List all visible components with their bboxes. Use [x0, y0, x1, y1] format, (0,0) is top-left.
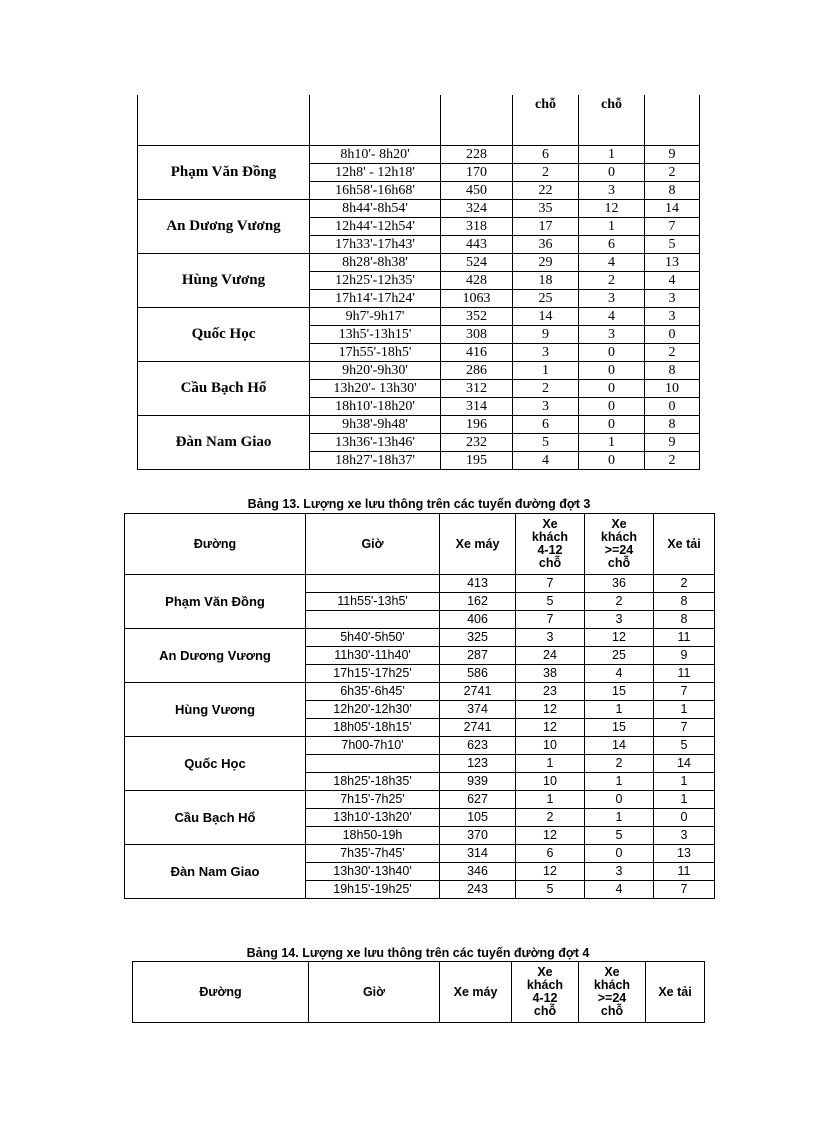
- table-cell: 18h50-19h: [306, 827, 440, 845]
- header-cell: Xe tải: [654, 514, 715, 575]
- table-cell: 17: [513, 218, 579, 236]
- header-cell: Đường: [125, 514, 306, 575]
- header-cell: Xe tải: [646, 962, 705, 1023]
- table-cell: 2: [513, 380, 579, 398]
- table-cell: 5: [516, 593, 585, 611]
- table-cell: 8: [645, 362, 700, 380]
- table-cell: 14: [654, 755, 715, 773]
- table-cell: 14: [645, 200, 700, 218]
- table-cell: 406: [440, 611, 516, 629]
- table-cell: 443: [441, 236, 513, 254]
- header-cell: Xe khách 4-12 chỗ: [512, 962, 579, 1023]
- table-cell: 314: [440, 845, 516, 863]
- table-cell: 1: [513, 362, 579, 380]
- table-cell: 374: [440, 701, 516, 719]
- table-cell: 10: [645, 380, 700, 398]
- road-name-cell: Phạm Văn Đồng: [138, 146, 310, 200]
- table-cell: 2: [513, 164, 579, 182]
- table-cell: 2: [585, 593, 654, 611]
- table-cell: 346: [440, 863, 516, 881]
- table-cell: 11h55'-13h5': [306, 593, 440, 611]
- table-cell: 428: [441, 272, 513, 290]
- table-cell: 1: [516, 791, 585, 809]
- table-cell: 308: [441, 326, 513, 344]
- table-cell: 6: [513, 146, 579, 164]
- table-cell: 0: [645, 398, 700, 416]
- table-cell: 9: [645, 434, 700, 452]
- table-cell: 286: [441, 362, 513, 380]
- table-cell: 413: [440, 575, 516, 593]
- table-13-caption: Bảng 13. Lượng xe lưu thông trên các tuyến đường đợt 3: [247, 497, 591, 511]
- table-12-continued: [137, 95, 700, 470]
- header-cell: Xe khách 4-12 chỗ: [516, 514, 585, 575]
- table-cell: [306, 755, 440, 773]
- table-cell: 370: [440, 827, 516, 845]
- table-cell: 4: [579, 308, 645, 326]
- table-cell: 23: [516, 683, 585, 701]
- header-row: [125, 514, 715, 575]
- table-cell: 0: [585, 845, 654, 863]
- table-cell: 12h20'-12h30': [306, 701, 440, 719]
- table-cell: 5: [585, 827, 654, 845]
- header-cell: Xe khách >=24 chỗ: [579, 962, 646, 1023]
- table-cell: 15: [585, 683, 654, 701]
- table-cell: 25: [585, 647, 654, 665]
- table-cell: 25: [513, 290, 579, 308]
- table-row: [125, 629, 715, 647]
- table-14: [132, 961, 705, 1023]
- table-cell: 105: [440, 809, 516, 827]
- table-cell: 8h44'-8h54': [310, 200, 441, 218]
- table-cell: 3: [579, 290, 645, 308]
- table-row: [138, 254, 700, 272]
- table-row: [125, 575, 715, 593]
- table-cell: 16h58'-16h68': [310, 182, 441, 200]
- header-row: [138, 95, 700, 146]
- table-cell: 29: [513, 254, 579, 272]
- table-cell: 8h10'- 8h20': [310, 146, 441, 164]
- table-cell: 12h8' - 12h18': [310, 164, 441, 182]
- table-cell: 8: [645, 182, 700, 200]
- table-cell: 4: [585, 665, 654, 683]
- table-cell: 0: [654, 809, 715, 827]
- table-cell: 13h5'-13h15': [310, 326, 441, 344]
- road-name-cell: Hùng Vương: [125, 683, 306, 737]
- table-cell: 22: [513, 182, 579, 200]
- table-cell: 416: [441, 344, 513, 362]
- table-cell: 2: [516, 809, 585, 827]
- table-cell: 8: [654, 593, 715, 611]
- table-row: [125, 737, 715, 755]
- table-cell: 11: [654, 665, 715, 683]
- table-cell: 162: [440, 593, 516, 611]
- header-cell: Đường: [133, 962, 309, 1023]
- table-row: [138, 416, 700, 434]
- table-cell: 3: [513, 398, 579, 416]
- road-name-cell: An Dương Vương: [138, 200, 310, 254]
- table-cell: 1: [579, 218, 645, 236]
- table-cell: 0: [585, 791, 654, 809]
- table-cell: 18h10'-18h20': [310, 398, 441, 416]
- table-cell: 3: [654, 827, 715, 845]
- table-cell: 0: [579, 380, 645, 398]
- table-cell: 18: [513, 272, 579, 290]
- road-name-cell: Quốc Học: [138, 308, 310, 362]
- table-cell: 1063: [441, 290, 513, 308]
- table-cell: 35: [513, 200, 579, 218]
- table-cell: [306, 611, 440, 629]
- table-cell: 13h10'-13h20': [306, 809, 440, 827]
- table-cell: 18h05'-18h15': [306, 719, 440, 737]
- table-cell: 17h14'-17h24': [310, 290, 441, 308]
- table-cell: 243: [440, 881, 516, 899]
- table-cell: 196: [441, 416, 513, 434]
- header-cell: [138, 95, 310, 146]
- table-cell: 13: [645, 254, 700, 272]
- table-cell: 524: [441, 254, 513, 272]
- table-cell: 1: [585, 809, 654, 827]
- table-cell: 9h38'-9h48': [310, 416, 441, 434]
- table-cell: 11h30'-11h40': [306, 647, 440, 665]
- table-cell: 8: [654, 611, 715, 629]
- table-cell: 9: [645, 146, 700, 164]
- header-cell: [310, 95, 441, 146]
- table-cell: 6h35'-6h45': [306, 683, 440, 701]
- table-cell: 7: [654, 881, 715, 899]
- table-cell: 232: [441, 434, 513, 452]
- table-cell: 0: [579, 416, 645, 434]
- table-cell: 9: [654, 647, 715, 665]
- table-cell: 7: [654, 683, 715, 701]
- table-cell: 7: [516, 611, 585, 629]
- table-cell: 12: [585, 629, 654, 647]
- table-cell: 13: [654, 845, 715, 863]
- table-cell: 18h25'-18h35': [306, 773, 440, 791]
- table-cell: 2: [645, 344, 700, 362]
- table-row: [138, 308, 700, 326]
- table-cell: 7h35'-7h45': [306, 845, 440, 863]
- table-cell: 325: [440, 629, 516, 647]
- table-cell: 24: [516, 647, 585, 665]
- road-name-cell: Phạm Văn Đồng: [125, 575, 306, 629]
- table-cell: 7: [516, 575, 585, 593]
- header-cell: Xe khách >=24 chỗ: [585, 514, 654, 575]
- table-cell: 4: [585, 881, 654, 899]
- table-cell: 9h7'-9h17': [310, 308, 441, 326]
- table-cell: 12: [516, 827, 585, 845]
- table-cell: 13h30'-13h40': [306, 863, 440, 881]
- table-cell: 10: [516, 773, 585, 791]
- table-cell: 38: [516, 665, 585, 683]
- table-cell: 3: [516, 629, 585, 647]
- table-cell: 1: [654, 701, 715, 719]
- table-cell: 287: [440, 647, 516, 665]
- table-cell: 1: [579, 146, 645, 164]
- table-cell: 9: [513, 326, 579, 344]
- table-cell: 12: [579, 200, 645, 218]
- table-cell: 450: [441, 182, 513, 200]
- table-cell: 6: [579, 236, 645, 254]
- table-cell: 0: [579, 452, 645, 470]
- table-cell: 627: [440, 791, 516, 809]
- table-cell: 14: [585, 737, 654, 755]
- table-cell: [306, 575, 440, 593]
- table-cell: 7: [654, 719, 715, 737]
- table-cell: 2: [645, 164, 700, 182]
- table-cell: 11: [654, 629, 715, 647]
- road-name-cell: Đàn Nam Giao: [138, 416, 310, 470]
- header-cell: [441, 95, 513, 146]
- header-cell: Giờ: [306, 514, 440, 575]
- table-cell: 1: [654, 773, 715, 791]
- table-cell: 18h27'-18h37': [310, 452, 441, 470]
- table-cell: 3: [579, 326, 645, 344]
- table-cell: 13h20'- 13h30': [310, 380, 441, 398]
- table-cell: 6: [513, 416, 579, 434]
- header-cell: Xe máy: [440, 514, 516, 575]
- table-cell: 1: [579, 434, 645, 452]
- road-name-cell: Quốc Học: [125, 737, 306, 791]
- table-cell: 939: [440, 773, 516, 791]
- table-cell: 312: [441, 380, 513, 398]
- table-cell: 19h15'-19h25': [306, 881, 440, 899]
- header-cell: [645, 95, 700, 146]
- table-cell: 7h15'-7h25': [306, 791, 440, 809]
- table-cell: 1: [516, 755, 585, 773]
- table-cell: 11: [654, 863, 715, 881]
- table-cell: 14: [513, 308, 579, 326]
- table-cell: 0: [645, 326, 700, 344]
- table-cell: 170: [441, 164, 513, 182]
- table-cell: 4: [513, 452, 579, 470]
- table-row: [138, 200, 700, 218]
- table-cell: 586: [440, 665, 516, 683]
- table-cell: 5h40'-5h50': [306, 629, 440, 647]
- table-cell: 2: [645, 452, 700, 470]
- table-row: [125, 845, 715, 863]
- table-cell: 228: [441, 146, 513, 164]
- table-cell: 6: [516, 845, 585, 863]
- table-cell: 318: [441, 218, 513, 236]
- table-cell: 1: [654, 791, 715, 809]
- table-cell: 2741: [440, 719, 516, 737]
- table-cell: 3: [645, 290, 700, 308]
- table-cell: 4: [579, 254, 645, 272]
- table-cell: 2: [585, 755, 654, 773]
- table-cell: 5: [516, 881, 585, 899]
- table-row: [138, 146, 700, 164]
- table-cell: 17h55'-18h5': [310, 344, 441, 362]
- header-row: [133, 962, 705, 1023]
- table-cell: 36: [585, 575, 654, 593]
- table-cell: 2: [579, 272, 645, 290]
- table-cell: 3: [585, 611, 654, 629]
- road-name-cell: Cầu Bạch Hổ: [138, 362, 310, 416]
- header-cell: Xe máy: [440, 962, 512, 1023]
- road-name-cell: Hùng Vương: [138, 254, 310, 308]
- table-cell: 12h44'-12h54': [310, 218, 441, 236]
- table-cell: 2: [654, 575, 715, 593]
- table-cell: 12h25'-12h35': [310, 272, 441, 290]
- table-cell: 7h00-7h10': [306, 737, 440, 755]
- header-cell: chỗ: [513, 95, 579, 146]
- table-row: [125, 683, 715, 701]
- table-cell: 15: [585, 719, 654, 737]
- table-cell: 324: [441, 200, 513, 218]
- table-cell: 2741: [440, 683, 516, 701]
- table-14-caption: Bảng 14. Lượng xe lưu thông trên các tuyến đường đợt 4: [246, 946, 590, 960]
- table-cell: 12: [516, 719, 585, 737]
- table-13: [124, 513, 715, 899]
- table-cell: 3: [513, 344, 579, 362]
- table-cell: 314: [441, 398, 513, 416]
- road-name-cell: Cầu Bạch Hổ: [125, 791, 306, 845]
- table-cell: 0: [579, 362, 645, 380]
- table-cell: 4: [645, 272, 700, 290]
- table-cell: 17h15'-17h25': [306, 665, 440, 683]
- table-cell: 3: [645, 308, 700, 326]
- table-cell: 623: [440, 737, 516, 755]
- road-name-cell: An Dương Vương: [125, 629, 306, 683]
- table-cell: 352: [441, 308, 513, 326]
- table-cell: 5: [654, 737, 715, 755]
- table-cell: 12: [516, 701, 585, 719]
- table-cell: 7: [645, 218, 700, 236]
- table-cell: 5: [513, 434, 579, 452]
- table-cell: 36: [513, 236, 579, 254]
- table-row: [125, 791, 715, 809]
- table-cell: 13h36'-13h46': [310, 434, 441, 452]
- table-cell: 1: [585, 701, 654, 719]
- table-cell: 8: [645, 416, 700, 434]
- table-cell: 8h28'-8h38': [310, 254, 441, 272]
- table-cell: 0: [579, 164, 645, 182]
- table-cell: 195: [441, 452, 513, 470]
- table-cell: 3: [585, 863, 654, 881]
- road-name-cell: Đàn Nam Giao: [125, 845, 306, 899]
- table-cell: 0: [579, 344, 645, 362]
- table-cell: 9h20'-9h30': [310, 362, 441, 380]
- table-cell: 123: [440, 755, 516, 773]
- table-cell: 1: [585, 773, 654, 791]
- table-cell: 17h33'-17h43': [310, 236, 441, 254]
- table-cell: 5: [645, 236, 700, 254]
- header-cell: Giờ: [309, 962, 440, 1023]
- header-cell: chỗ: [579, 95, 645, 146]
- table-cell: 12: [516, 863, 585, 881]
- table-cell: 10: [516, 737, 585, 755]
- table-cell: 3: [579, 182, 645, 200]
- table-cell: 0: [579, 398, 645, 416]
- table-row: [138, 362, 700, 380]
